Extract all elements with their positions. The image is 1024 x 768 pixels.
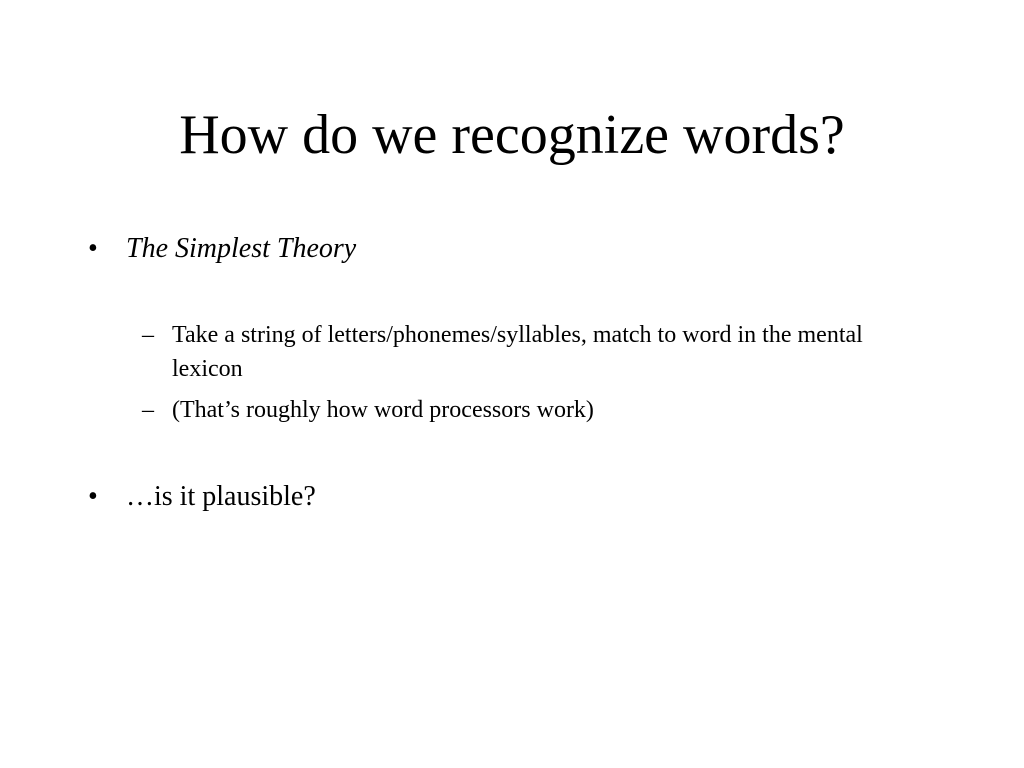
sub-bullet-text: Take a string of letters/phonemes/syllables, match to word in the mental lexicon	[172, 322, 863, 382]
sub-bullet-marker: –	[142, 322, 154, 348]
sub-bullet-text: (That’s roughly how word processors work)	[172, 397, 594, 423]
sub-bullet-marker: –	[142, 397, 154, 423]
bullet-marker: •	[88, 233, 98, 264]
slide-title: How do we recognize words?	[179, 104, 845, 166]
bullet-marker: •	[88, 481, 98, 512]
bullet-text: …is it plausible?	[126, 481, 316, 512]
bullet-text: The Simplest Theory	[126, 233, 357, 264]
